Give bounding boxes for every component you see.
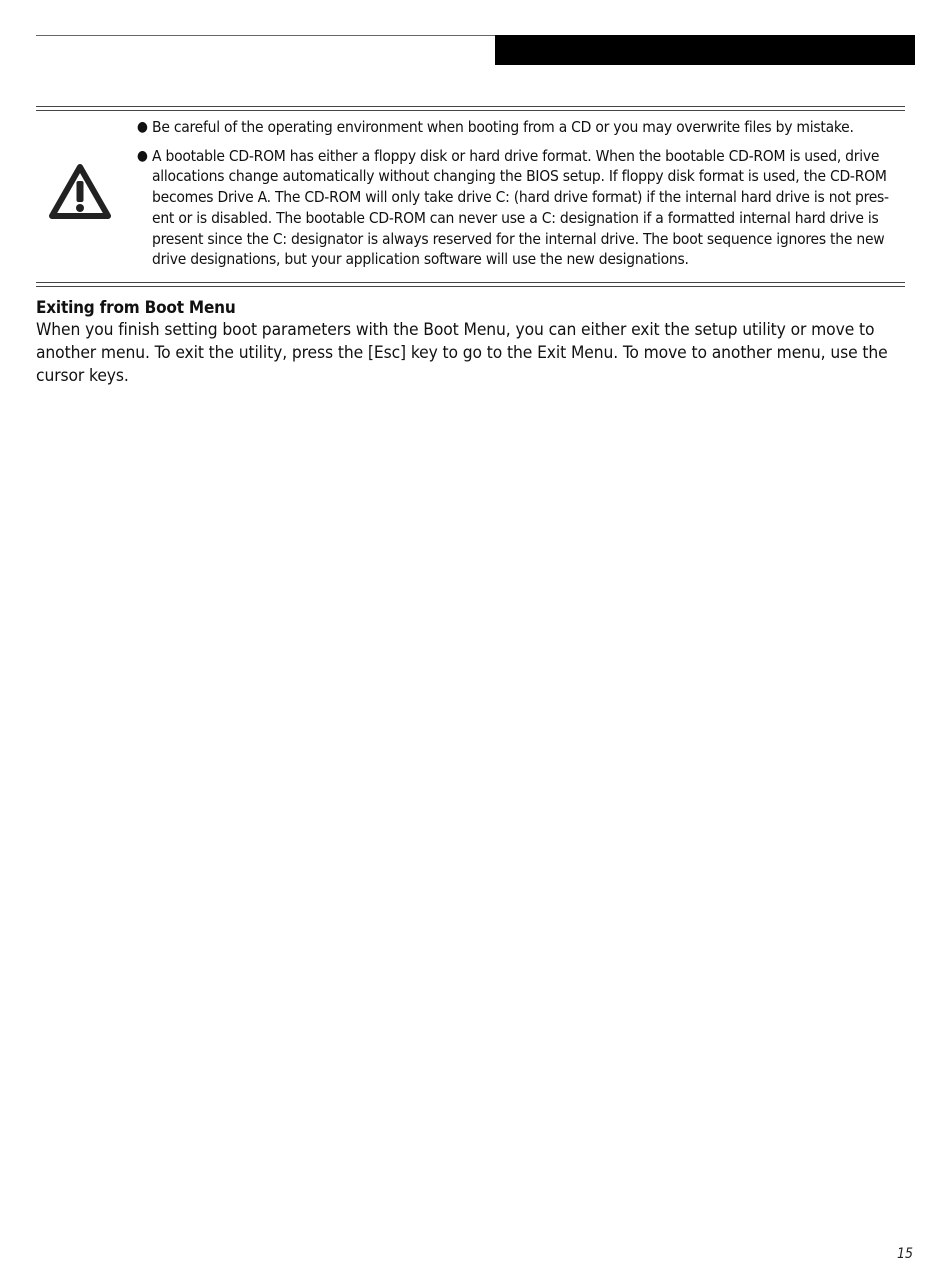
exiting-boot-menu-section [36, 297, 905, 388]
section-heading: Exiting from Boot Menu [36, 298, 236, 318]
header-bar [495, 35, 915, 65]
caution-bottom-rule [36, 282, 905, 287]
caution-box [36, 106, 905, 289]
bullet: ● [137, 147, 148, 164]
caution-item [136, 117, 896, 138]
caution-list [136, 117, 896, 278]
caution-top-rule [36, 106, 905, 111]
page-number: 15 [896, 1246, 913, 1262]
caution-item-text: Be careful of the operating environment when booting from a CD or you may overwrite files by mistake. [152, 118, 854, 136]
caution-item [136, 146, 896, 270]
bullet: ● [137, 119, 148, 135]
section-body: When you finish setting boot parameters with the Boot Menu, you can either exit the setup utility or move to another menu. To exit the utility, press the [Esc] key to go to the Exit Menu. To move to another menu, use the cursor keys. [36, 320, 888, 386]
warning-triangle-icon [48, 162, 112, 222]
header-rule [36, 35, 496, 36]
caution-item-text: A bootable CD-ROM has either a floppy disk or hard drive format. When the bootable CD-ROM is used, drive allocations change automatically without changing the BIOS setup. If floppy disk format is used, the CD-ROM becomes Drive A. The CD-ROM will only take drive C: (hard drive format) if the internal hard drive is not pres-ent or is disabled. The bootable CD-ROM can never use a C: designation if a formatted internal hard drive is present since the C: designator is always reserved for the internal drive. The boot sequence ignores the new drive designations, but your application software will use the new designations. [152, 146, 889, 269]
